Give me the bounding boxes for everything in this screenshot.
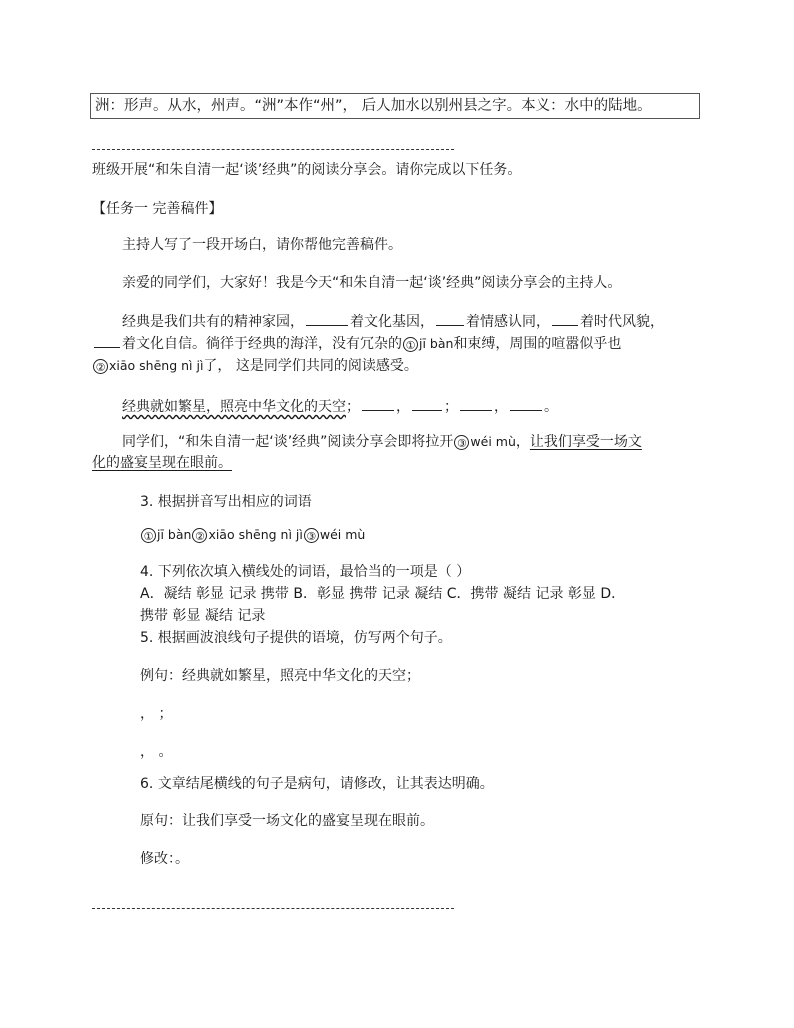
divider-bottom: [92, 908, 454, 909]
q6-title: 6. 文章结尾横线的句子是病句，请修改，让其表达明确。: [140, 776, 494, 792]
q3-pinyin-3: wéi mù: [319, 527, 366, 542]
para1-line1: [122, 311, 664, 331]
q6-revise: 修改：。: [140, 851, 189, 867]
para3-a: 同学们，“和朱自清一起‘谈’经典”阅读分享会即将拉开: [122, 434, 454, 450]
divider-top: [92, 149, 454, 150]
pinyin-2: xiāo shēng nì jì: [109, 358, 204, 373]
blank-6[interactable]: [412, 396, 442, 411]
q3-marker-2: ②: [192, 528, 207, 543]
q3-pinyin-1: jī bàn: [157, 527, 192, 542]
q4-title: 4. 下列依次填入横线处的词语，最恰当的一项是（ ）: [140, 564, 471, 580]
intro-text: 班级开展“和朱自清一起‘谈’经典”的阅读分享会。请你完成以下任务。: [92, 162, 522, 178]
q3-title: 3. 根据拼音写出相应的词语: [140, 494, 312, 510]
q5-example: 例句：经典就如繁星，照亮中华文化的天空；: [140, 668, 420, 684]
para1-d: 着时代风貌，: [580, 314, 664, 330]
punct-4: ，: [494, 399, 508, 415]
q4-options-line1: A．凝结 彰显 记录 携带 B．彰显 携带 记录 凝结 C．携带 凝结 记录 彰显 D．: [140, 586, 626, 602]
definition-box: [90, 93, 700, 119]
marker-2: ②: [93, 359, 108, 374]
blank-5[interactable]: [362, 396, 394, 411]
para1-f: 和束缚，周围的喧嚣似乎也: [453, 336, 622, 352]
pinyin-1: jī bàn: [419, 336, 454, 351]
para3-line2: [92, 452, 232, 472]
blank-2[interactable]: [436, 311, 464, 326]
para2: [122, 396, 558, 416]
para1-a: 经典是我们共有的精神家园，: [122, 314, 304, 330]
marker-3: ③: [454, 435, 469, 450]
q5-answer-2: ， 。: [140, 744, 173, 760]
underlined-sentence-1: 让我们享受一场文: [529, 434, 642, 450]
blank-3[interactable]: [552, 311, 578, 326]
para1-g: 了， 这是同学们共同的阅读感受。: [203, 358, 418, 374]
host-line: 主持人写了一段开场白，请你帮他完善稿件。: [122, 237, 402, 253]
blank-7[interactable]: [460, 396, 492, 411]
para1-b: 着文化基因，: [350, 314, 434, 330]
pinyin-3: wéi mù: [470, 434, 516, 449]
para3-b: ，: [515, 434, 530, 450]
q3-answers: [140, 527, 365, 543]
wavy-sentence: 经典就如繁星，照亮中华文化的天空: [122, 399, 346, 415]
q5-answer-1: ， ；: [140, 706, 173, 722]
para1-line2: [92, 333, 621, 353]
q6-original: 原句：让我们享受一场文化的盛宴呈现在眼前。: [140, 813, 434, 829]
q4-options-line2: 携带 彰显 凝结 记录: [140, 608, 266, 624]
punct-3: ；: [444, 399, 458, 415]
task1-heading: 【任务一 完善稿件】: [92, 201, 223, 217]
greeting-text: 亲爱的同学们，大家好！我是今天“和朱自清一起‘谈’经典”阅读分享会的主持人。: [122, 275, 622, 291]
blank-1[interactable]: [306, 311, 348, 326]
underlined-sentence-2: 化的盛宴呈现在眼前。: [92, 455, 232, 471]
q5-title: 5. 根据画波浪线句子提供的语境，仿写两个句子。: [140, 630, 452, 646]
q3-marker-1: ①: [141, 528, 156, 543]
definition-text: 洲：形声。从水，州声。“洲”本作“州”， 后人加水以别州县之字。本义：水中的陆地。: [95, 98, 652, 114]
para1-c: 着情感认同，: [466, 314, 550, 330]
q3-marker-3: ③: [304, 528, 319, 543]
punct-1: ；: [346, 399, 360, 415]
para1-line3: [92, 355, 418, 375]
q3-pinyin-2: xiāo shēng nì jì: [208, 527, 303, 542]
blank-4[interactable]: [94, 333, 120, 348]
marker-1: ①: [403, 337, 418, 352]
blank-8[interactable]: [510, 396, 542, 411]
punct-5: 。: [544, 399, 558, 415]
para3-line1: [122, 431, 642, 451]
para1-e: 着文化自信。徜徉于经典的海洋，没有冗杂的: [122, 336, 402, 352]
punct-2: ，: [396, 399, 410, 415]
